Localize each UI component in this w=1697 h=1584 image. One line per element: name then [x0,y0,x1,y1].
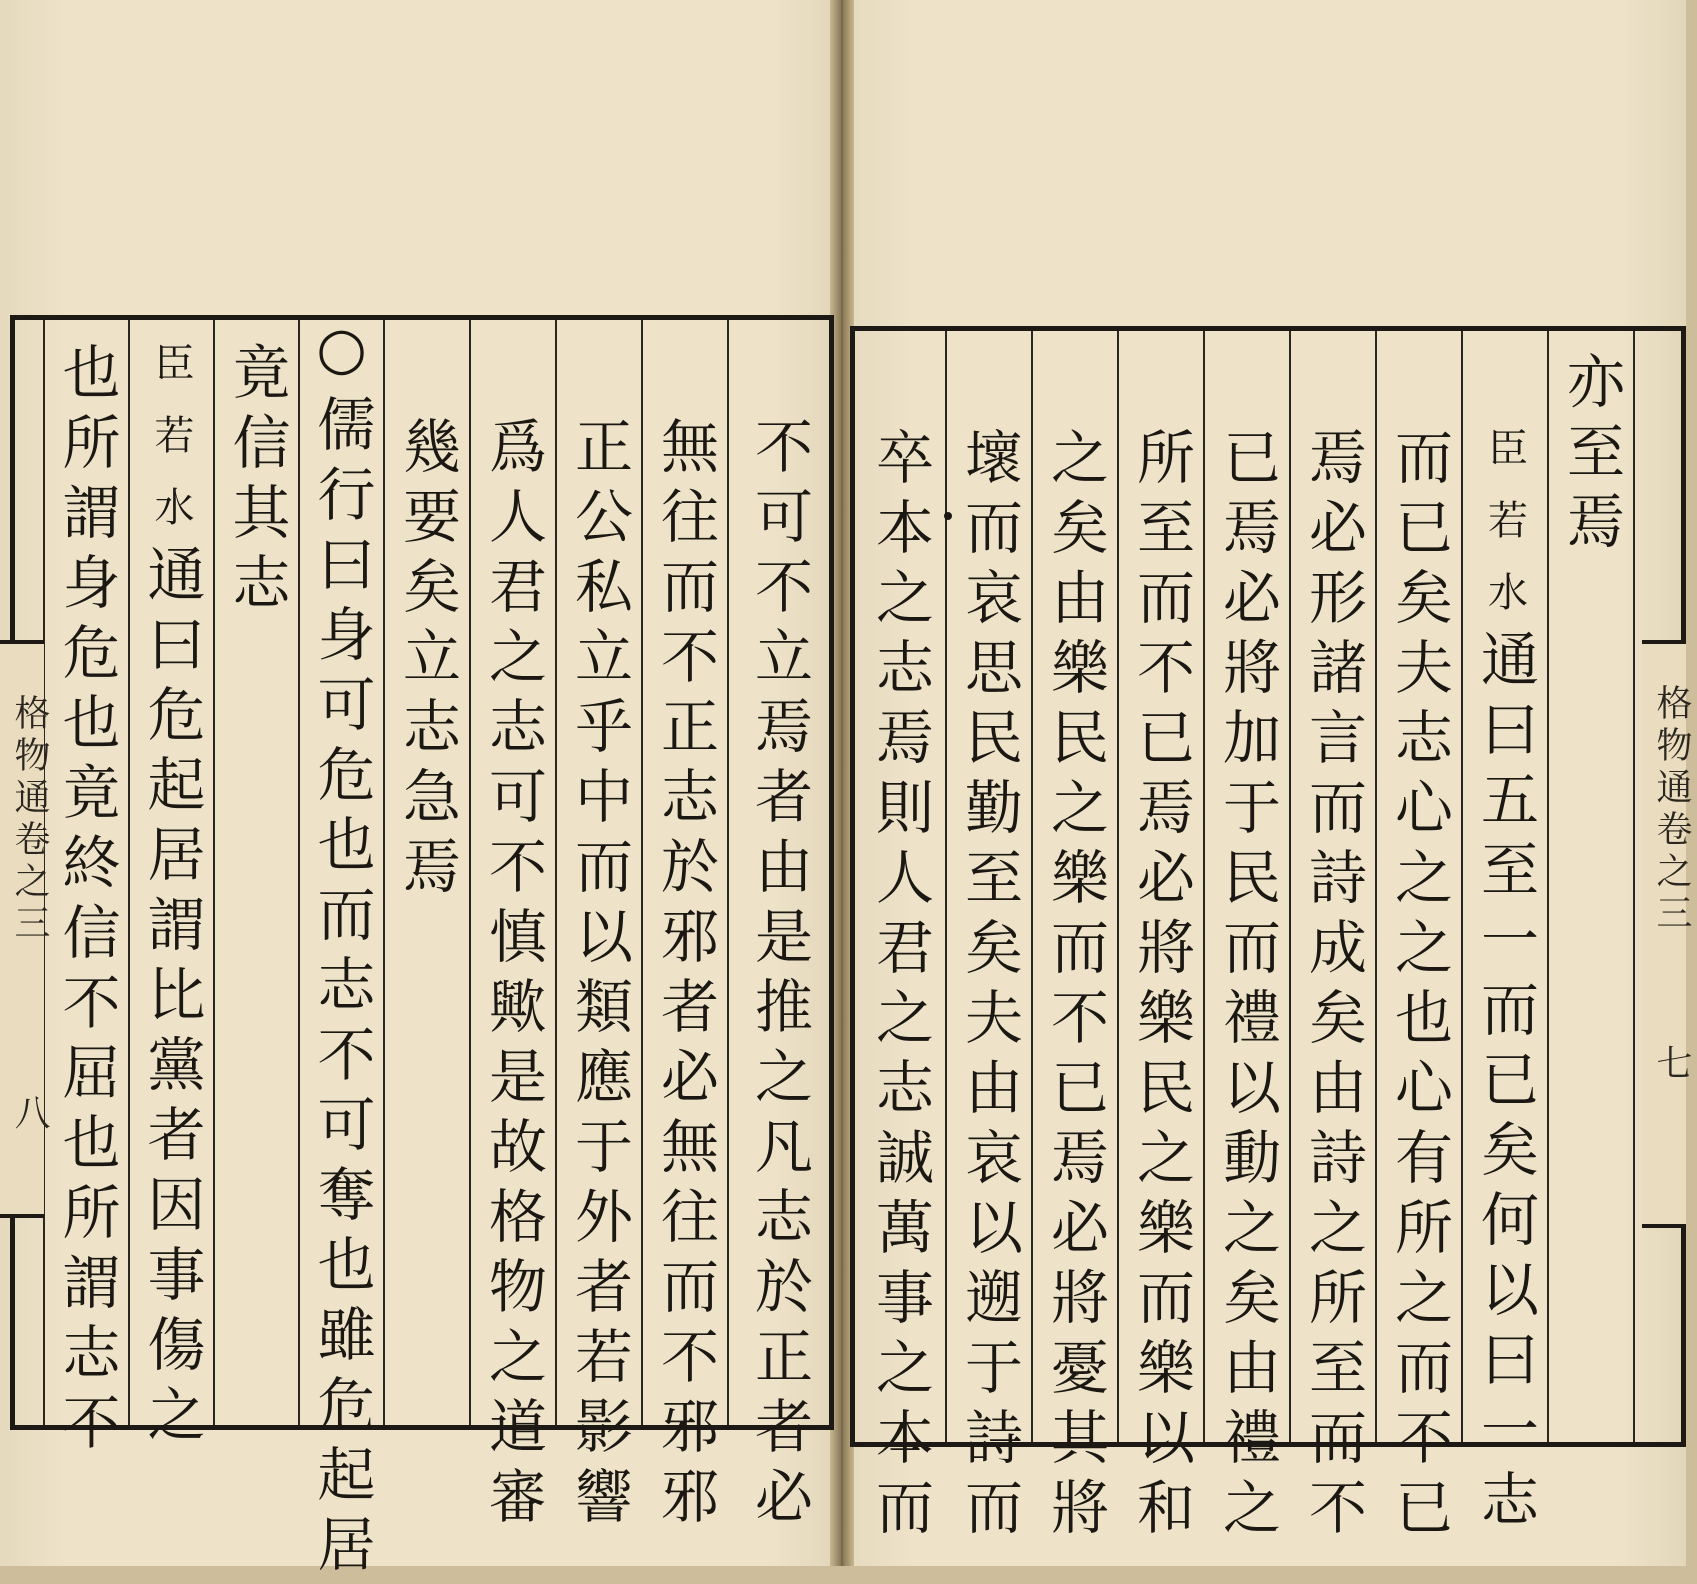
column-text: 竟信其志 [222,342,291,622]
column-text: 卒本之志焉則人君之志誠萬事之本而 [866,427,934,1547]
left-column-6 [469,320,555,1536]
column-text: 而已矣夫志心之之也心有所之而不已 [1385,427,1453,1547]
column-text: 通曰五至一而已矣何以曰一志 [1471,629,1539,1539]
column-text: 之矣由樂民之樂而不已焉必將憂其將 [1041,427,1109,1547]
column-text: 通曰危起居謂比黨者因事傷之 [137,544,206,1454]
right-text-frame [850,326,1686,1547]
column-text: 幾要矣立志急焉 [393,416,461,906]
column-text: ○儒行曰身可危也而志不可奪也雖危起居 [307,314,376,1584]
right-banner-title: 格物通卷之三 [1651,684,1692,936]
left-column-3 [213,320,298,1425]
right-column-1 [855,331,945,1547]
right-banner-page-number: 七 [1651,1044,1692,1086]
column-text: 無往而不正志於邪者必無往而不邪邪 [651,416,719,1536]
left-column-1 [43,320,128,1462]
left-column-8 [641,320,727,1536]
commentator-label: 臣若水 [148,342,194,558]
right-column-7 [1375,331,1461,1547]
column-text: 所至而不已焉必將樂民之樂而樂以和 [1127,427,1195,1547]
column-text: 焉必形諸言而詩成矣由詩之所至而不 [1299,427,1367,1547]
right-column-3 [1031,331,1117,1547]
right-column-6 [1289,331,1375,1547]
column-text: 已焉必將加于民而禮以動之矣由禮之 [1213,427,1281,1547]
left-banner-title: 格物通卷之三 [9,694,50,946]
left-column-4 [298,314,383,1584]
right-column-9 [1547,331,1633,1442]
left-banner-page-number: 八 [9,1094,50,1136]
right-folio-banner [1642,640,1692,1228]
right-column-5 [1203,331,1289,1547]
left-folio-banner [0,640,50,1218]
right-column-8 [1461,331,1547,1539]
column-text: 亦至焉 [1557,351,1625,561]
column-text: 壞而哀思民勤至矣夫由哀以遡于詩而 [955,427,1023,1547]
column-text: 不可不立焉者由是推之凡志於正者必 [745,416,813,1536]
left-column-7 [555,320,641,1536]
column-text: 也所謂身危也竟終信不屈也所謂志不 [52,342,121,1462]
left-column-2 [128,320,213,1454]
left-column-5 [383,320,469,1425]
right-column-4 [1117,331,1203,1547]
commentator-label: 臣若水 [1481,427,1528,643]
right-column-2 [945,331,1031,1547]
column-text: 正公私立乎中而以類應于外者若影響 [565,416,633,1536]
ink-dot [944,512,952,520]
left-text-frame [10,314,834,1584]
column-text: 爲人君之志可不慎歟是故格物之道審 [479,416,547,1536]
left-column-9 [727,320,829,1536]
